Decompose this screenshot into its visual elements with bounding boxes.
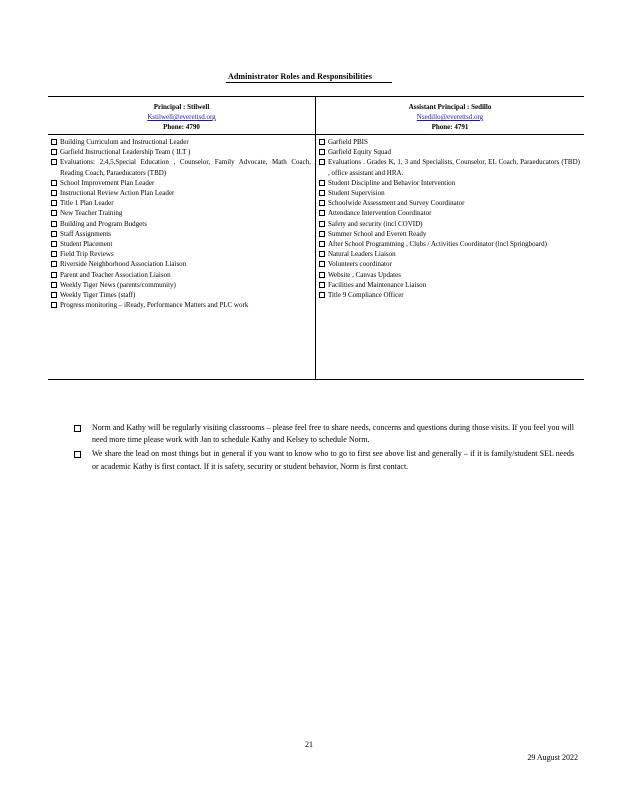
principal-column (48, 97, 316, 379)
assistant-principal-column (316, 97, 584, 379)
roles-table (48, 96, 584, 380)
notes-section (74, 422, 574, 475)
list-item: Volunteers coordinator (319, 259, 580, 269)
list-item: Schoolwide Assessment and Survey Coordinator (319, 198, 580, 208)
page-number: 21 (305, 740, 313, 749)
list-item: Student Placement (51, 239, 311, 249)
list-item: Evaluations: 2,4,5,Special Education , Counselor, Family Advocate, Math Coach, Reading Coach, Paraeducators (TBD) (51, 157, 311, 177)
list-item: Garfield Instructional Leadership Team ( ILT ) (51, 147, 311, 157)
list-item: Staff Assignments (51, 229, 311, 239)
list-item: Student Supervision (319, 188, 580, 198)
list-item: Website , Canvas Updates (319, 270, 580, 280)
bullet-box-icon (74, 451, 81, 458)
list-item: Evaluations . Grades K, 1, 3 and Specialists, Counselor, EL Coach, Paraeducators (TBD) , office assistant and HRA. (319, 157, 580, 177)
document-title (0, 72, 618, 81)
principal-header (48, 97, 315, 135)
assistant-principal-phone: Phone: 4791 (431, 123, 469, 131)
note-item (74, 448, 574, 472)
assistant-principal-name: Assistant Principal : Sedillo (408, 103, 492, 111)
list-item: Riverside Neighborhood Association Liaison (51, 259, 311, 269)
assistant-principal-header (316, 97, 584, 135)
list-item: Facilities and Maintenance Liaison (319, 280, 580, 290)
list-item: Natural Leaders Liaison (319, 249, 580, 259)
list-item: Title 9 Compliance Officer (319, 290, 580, 300)
list-item: Parent and Teacher Association Liaison (51, 270, 311, 280)
list-item: After School Programming , Clubs / Activities Coordinator (incl Springboard) (319, 239, 580, 249)
list-item: Weekly Tiger News (parents/community) (51, 280, 311, 290)
list-item: Progress monitoring – iReady, Performance Matters and PLC work (51, 300, 311, 310)
list-item: Summer School and Everett Ready (319, 229, 580, 239)
footer-date: 29 August 2022 (527, 753, 578, 762)
list-item: New Teacher Training (51, 208, 311, 218)
principal-phone: Phone: 4790 (163, 123, 200, 131)
list-item: Building Curriculum and Instructional Leader (51, 137, 311, 147)
list-item: Attendance Intervention Coordinator (319, 208, 580, 218)
list-item: Field Trip Reviews (51, 249, 311, 259)
note-text: We share the lead on most things but in general if you want to know who to go to first see above list and generally – if it is family/student SEL needs or academic Kathy is first contact. If it is safety, security or student behavior, Norm is first contact. (92, 449, 574, 471)
assistant-principal-email-link[interactable]: Nsedillo@everettsd.org (416, 113, 484, 121)
list-item: Safety and security (incl COVID) (319, 219, 580, 229)
list-item: School Improvement Plan Leader (51, 178, 311, 188)
list-item: Building and Program Budgets (51, 219, 311, 229)
document-title-text: Administrator Roles and Responsibilities (226, 72, 392, 83)
list-item: Garfield Equity Squad (319, 147, 580, 157)
note-item (74, 422, 574, 446)
principal-responsibilities (48, 135, 315, 310)
list-item: Instructional Review Action Plan Leader (51, 188, 311, 198)
principal-name: Principal : Stilwell (153, 103, 210, 111)
list-item: Weekly Tiger Times (staff) (51, 290, 311, 300)
assistant-principal-responsibilities (316, 135, 584, 300)
principal-email-link[interactable]: Kstilwell@everettsd.org (147, 113, 216, 121)
list-item: Title 1 Plan Leader (51, 198, 311, 208)
note-text: Norm and Kathy will be regularly visiting classrooms – please feel free to share needs, concerns and questions during those visits. If you feel you will need more time please work with Jan to schedule Kathy and Kelsey to schedule Norm. (92, 423, 574, 445)
list-item: Garfield PBIS (319, 137, 580, 147)
bullet-box-icon (74, 425, 81, 432)
list-item: Student Discipline and Behavior Intervention (319, 178, 580, 188)
